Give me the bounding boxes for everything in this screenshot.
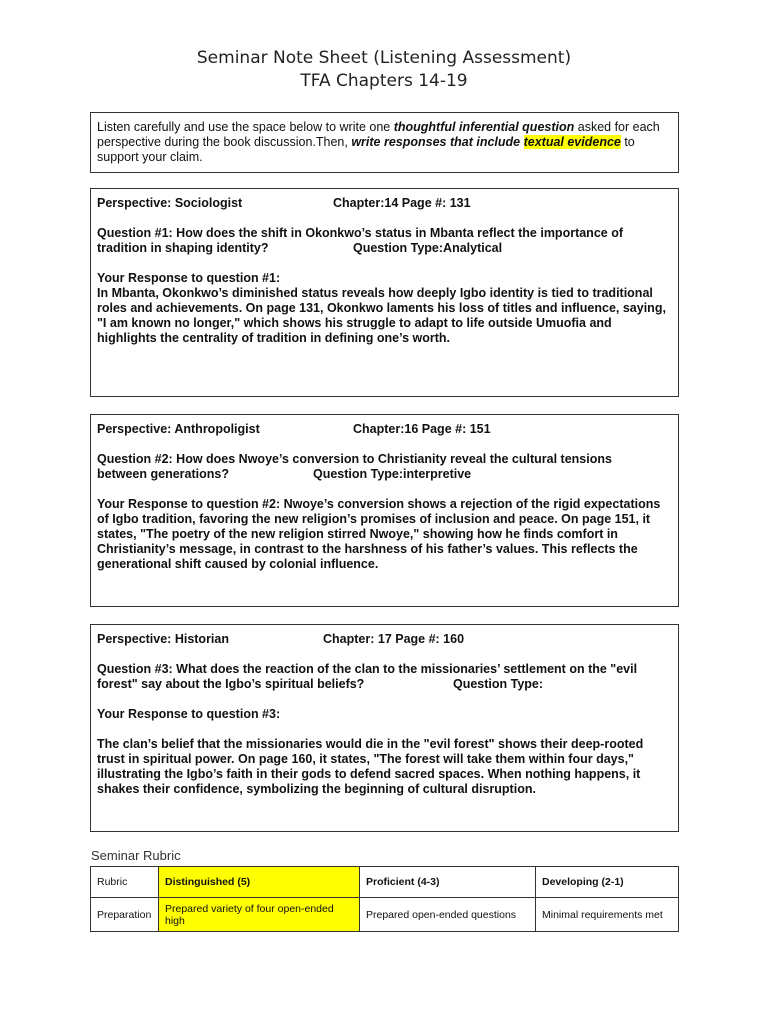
perspective-label: Perspective: Anthropoligist	[97, 422, 260, 436]
rubric-cell: Prepared variety of four open-ended high	[159, 898, 360, 932]
intro-text: Listen carefully and use the space below to write one	[97, 120, 394, 134]
perspective-card-sociologist	[90, 188, 679, 397]
question-text: Question #3: What does the reaction of the clan to the missionaries’ settlement on the "evil	[97, 662, 638, 676]
rubric-cell: Minimal requirements met	[536, 898, 679, 932]
question-type: Question Type:interpretive	[313, 467, 472, 481]
response-line: shakes their confidence, symbolizing the beginning of cultural disruption.	[97, 782, 536, 796]
response-heading: Your Response to question #3:	[97, 707, 281, 721]
perspective-label: Perspective: Historian	[97, 632, 229, 646]
intro-emphasis-responses: write responses that include	[351, 135, 524, 149]
response-line: "I am known no longer," which shows his struggle to adapt to life outside Umuofia and	[97, 316, 612, 330]
rubric-header-proficient: Proficient (4-3)	[360, 867, 536, 898]
rubric-header-developing: Developing (2-1)	[536, 867, 679, 898]
chapter-page-label: Chapter:16 Page #: 151	[353, 422, 491, 436]
question-text: forest" say about the Igbo’s spiritual beliefs?	[97, 677, 365, 691]
perspective-label: Perspective: Sociologist	[97, 196, 243, 210]
rubric-cell: Prepared open-ended questions	[360, 898, 536, 932]
page-title: Seminar Note Sheet (Listening Assessment)	[196, 48, 572, 68]
rubric-cell: Preparation	[91, 898, 159, 932]
response-line: In Mbanta, Okonkwo’s diminished status reveals how deeply Igbo identity is tied to traditional	[97, 286, 653, 300]
response-line: Christianity’s message, in contrast to the harshness of his father’s values. This reflects the	[97, 542, 638, 556]
perspective-card-anthropologist	[90, 414, 679, 607]
response-line: trust in spiritual power. On page 160, it states, "The forest will take them within four days,"	[97, 752, 634, 766]
perspective-card-historian	[90, 624, 679, 832]
intro-emphasis-question: thoughtful inferential question	[393, 120, 575, 134]
question-text: between generations?	[97, 467, 229, 481]
page-subtitle: TFA Chapters 14-19	[300, 71, 468, 91]
response-line: Your Response to question #2: Nwoye’s conversion shows a rejection of the rigid expectations	[97, 497, 661, 511]
intro-text: to support your claim.	[97, 135, 635, 164]
rubric-header-distinguished: Distinguished (5)	[159, 867, 360, 898]
response-line: states, "The poetry of the new religion stirred Nwoye," showing how he finds comfort in	[97, 527, 618, 541]
question-text: Question #1: How does the shift in Okonkwo’s status in Mbanta reflect the importance of	[97, 226, 623, 240]
rubric-table	[90, 866, 679, 932]
response-line: roles and achievements. On page 131, Okonkwo laments his loss of titles and influence, saying,	[97, 301, 666, 315]
response-line: of Igbo tradition, favoring the new religion’s promises of inclusion and peace. On page 151, it	[97, 512, 651, 526]
chapter-page-label: Chapter:14 Page #: 131	[333, 196, 471, 210]
response-line: The clan’s belief that the missionaries would die in the "evil forest" shows their deep-rooted	[97, 737, 644, 751]
instructions-box	[90, 112, 679, 173]
table-row	[91, 898, 679, 932]
question-text: tradition in shaping identity?	[97, 241, 269, 255]
response-line: generational shift caused by colonial influence.	[97, 557, 379, 571]
chapter-page-label: Chapter: 17 Page #: 160	[323, 632, 465, 646]
response-heading: Your Response to question #1:	[97, 271, 281, 285]
rubric-header-cell: Rubric	[91, 867, 159, 898]
question-type: Question Type:	[453, 677, 544, 691]
intro-highlight-textual-evidence: textual evidence	[523, 135, 621, 149]
response-line: highlights the centrality of tradition in defining one’s worth.	[97, 331, 451, 345]
response-line: illustrating the Igbo’s faith in their gods to defend sacred spaces. When nothing happens, it	[97, 767, 641, 781]
rubric-heading: Seminar Rubric	[91, 848, 181, 863]
question-text: Question #2: How does Nwoye’s conversion to Christianity reveal the cultural tensions	[97, 452, 612, 466]
intro-text: asked for each perspective during the book discussion.Then,	[97, 120, 660, 149]
table-row	[91, 867, 679, 898]
question-type: Question Type:Analytical	[353, 241, 503, 255]
